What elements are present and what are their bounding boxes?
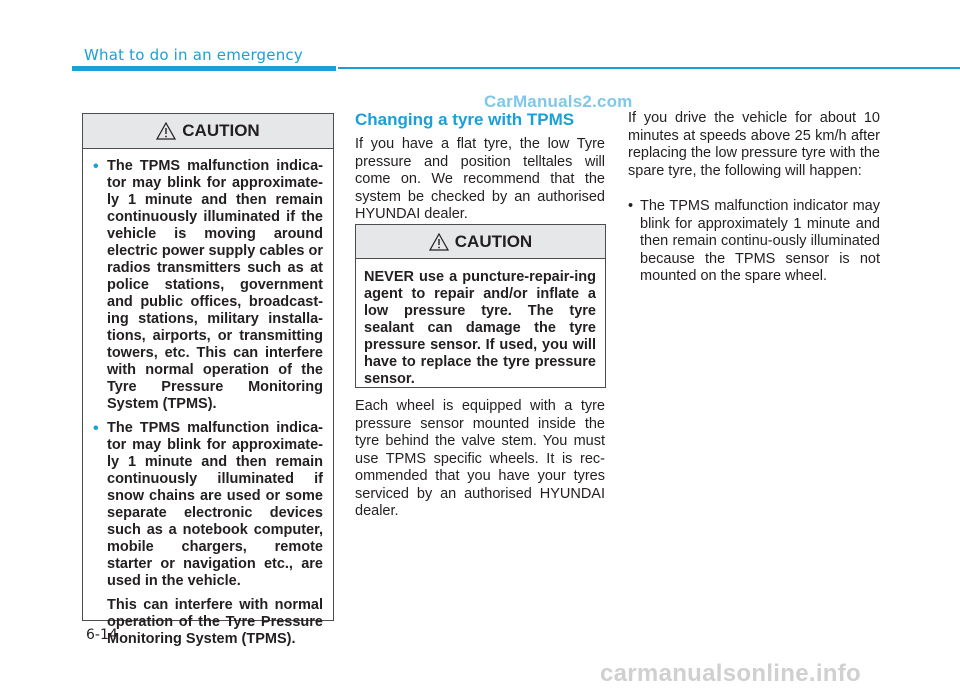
middle-after-text: Each wheel is equipped with a tyre pressure sensor mounted inside the tyre behind the valve stem. You must use TPMS specific wheels. It is rec-ommended that you have your tyres serviced by an authorised HYUNDAI dealer. [355,398,605,519]
caution-title-middle: CAUTION [454,231,533,251]
header-rule-thin [338,67,960,69]
caution-body-left [83,149,333,648]
watermark-top: CarManuals2.com [484,92,633,111]
caution-header-left [83,114,333,149]
page-number: 6-14 [86,627,118,643]
warning-triangle-icon [429,233,449,251]
caution-box-middle [355,224,606,388]
right-bullet: • The TPMS malfunction indicator may blink for approximately 1 minute and then remain continu-ously illuminated because the TPMS sensor is not mounted on the spare wheel. [628,198,880,286]
right-intro: If you drive the vehicle for about 10 minutes at speeds above 25 km/h after replacing the low pressure tyre with the spare tyre, the following will happen: [628,110,880,179]
caution-bullet: • The TPMS malfunction indica-tor may blink for approximate-ly 1 minute and then remain continuously illuminated if the vehicle is moving around electric power supply cables or radios transmitters such as at police stations, government and public offices, broadcast-ing stations, military installa-tions, airports, or transmitting towers, etc. This can interfere with normal operation of the Tyre Pressure Monitoring System (TPMS). [91,158,323,413]
caution-header-middle [356,225,605,259]
caution-title-left: CAUTION [182,121,260,140]
caution-body-middle [356,259,605,388]
caution-text-middle: NEVER use a puncture-repair-ing agent to repair and/or inflate a low pressure tyre. The tyre sealant can damage the tyre pressure sensor. If used, you will have to replace the tyre pressure sensor. [364,269,596,387]
header-rule-thick [72,66,336,71]
caution-bullet: • The TPMS malfunction indica-tor may blink for approximate-ly 1 minute and then remain continuously illuminated if snow chains are used or some separate electronic devices such as a notebook computer, mobile chargers, remote starter or navigation etc., are used in the vehicle. [91,420,323,590]
section-title: What to do in an emergency [84,46,303,64]
section-heading: Changing a tyre with TPMS [355,110,575,129]
caution-bullet-list-left [91,158,323,590]
right-bullet-list [628,198,880,286]
watermark-bottom: carmanualsonline.info [600,660,862,687]
middle-intro: If you have a flat tyre, the low Tyre pressure and position telltales will come on. We recommend that the system be checked by an authorised HYUNDAI dealer. [355,136,605,222]
caution-note-left: This can interfere with normal operation of the Tyre Pressure Monitoring System (TPMS). [107,597,323,647]
warning-triangle-icon [156,122,176,140]
